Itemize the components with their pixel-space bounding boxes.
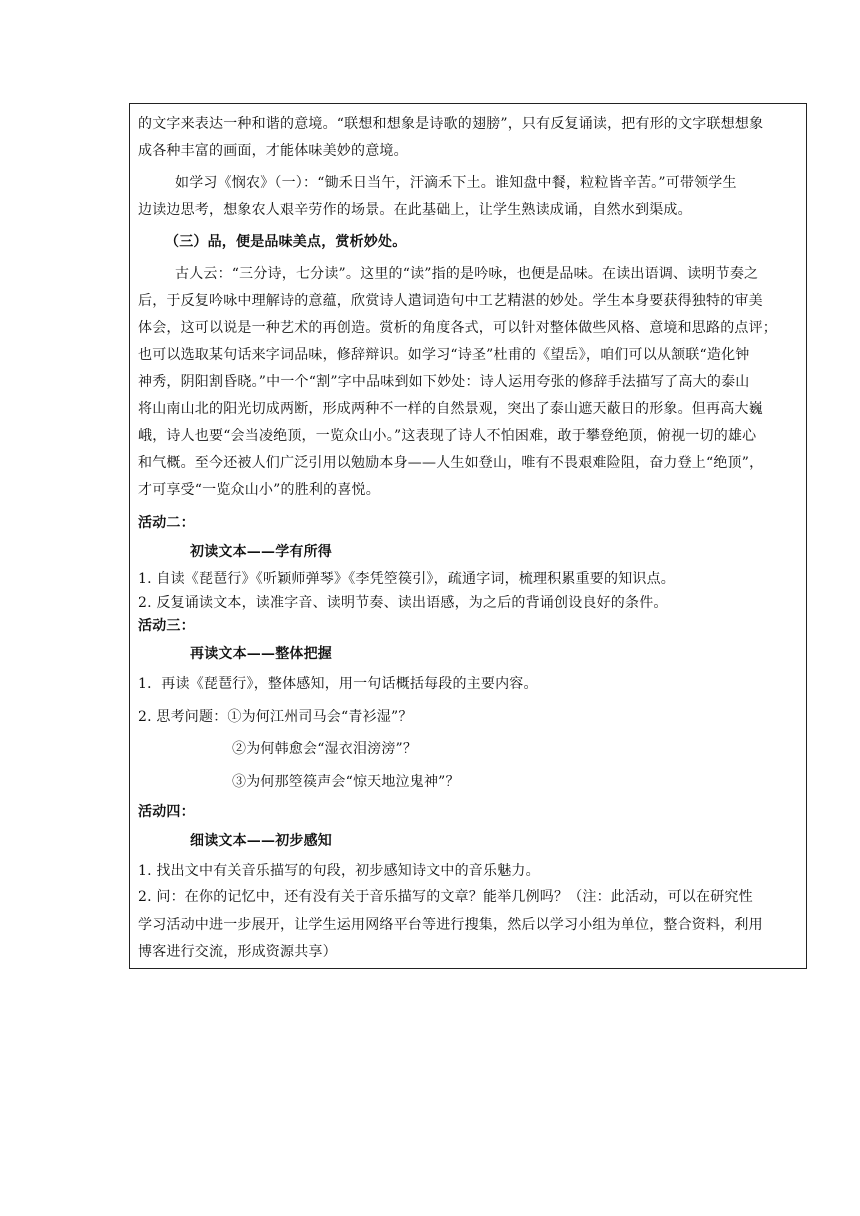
list-item: 2. 问：在你的记忆中，还有没有关于音乐描写的文章？能举几例吗？（注：此活动，可以在研究性: [138, 889, 753, 905]
list-item: 1. 自读《琵琶行》《听颖师弹琴》《李凭箜篌引》，疏通字词，梳理积累重要的知识点。: [138, 571, 676, 587]
list-item: 1. 找出文中有关音乐描写的句段，初步感知诗文中的音乐魅力。: [138, 863, 540, 879]
activity-subtitle: 初读文本——学有所得: [190, 544, 332, 560]
list-item: 2. 思考问题：①为何江州司马会“青衫湿”？: [138, 709, 413, 725]
paragraph-line: 如学习《悯农》（一）：“锄禾日当午，汗滴禾下土。谁知盘中餐，粒粒皆辛苦。”可带领学生: [175, 175, 737, 191]
paragraph-line: 学习活动中进一步展开，让学生运用网络平台等进行搜集，然后以学习小组为单位，整合资料，利用: [138, 917, 763, 933]
paragraph-line: 博客进行交流，形成资源共享）: [138, 944, 337, 960]
activity-subtitle: 再读文本——整体把握: [190, 646, 332, 662]
paragraph-line: 体会，这可以说是一种艺术的再创造。赏析的角度各式，可以针对整体做些风格、意境和思路的点评；: [138, 320, 777, 336]
list-item: 2. 反复诵读文本，读准字音、读明节奏、读出语感，为之后的背诵创设良好的条件。: [138, 595, 668, 611]
activity-heading: 活动二：: [138, 515, 195, 531]
activity-subtitle: 细读文本——初步感知: [190, 833, 332, 849]
activity-heading: 活动四：: [138, 804, 195, 820]
paragraph-line: 古人云：“三分诗，七分读”。这里的“读”指的是吟咏，也便是品味。在读出语调、读明节奏之: [175, 266, 759, 282]
list-item: 1．再读《琵琶行》，整体感知，用一句话概括每段的主要内容。: [138, 676, 538, 692]
list-item: ③为何那箜篌声会“惊天地泣鬼神”？: [232, 774, 460, 790]
paragraph-line: 才可享受“一览众山小”的胜利的喜悦。: [138, 482, 380, 498]
paragraph-line: 的文字来表达一种和谐的意境。“联想和想象是诗歌的翅膀”，只有反复诵读，把有形的文字联想想象: [138, 116, 764, 132]
section-heading: （三）品，便是品味美点，赏析妙处。: [165, 234, 407, 250]
activity-heading: 活动三：: [138, 618, 195, 634]
list-item: ②为何韩愈会“湿衣泪滂滂”？: [232, 741, 418, 757]
paragraph-line: 成各种丰富的画面，才能体味美妙的意境。: [138, 143, 408, 159]
paragraph-line: 神秀，阴阳割昏晓。”中一个“割”字中品味到如下妙处：诗人运用夸张的修辞手法描写了高大的泰山: [138, 374, 750, 390]
paragraph-line: 也可以选取某句话来字词品味，修辞辩识。如学习“诗圣”杜甫的《望岳》，咱们可以从颔联“造化钟: [138, 347, 750, 363]
paragraph-line: 后，于反复吟咏中理解诗的意蕴，欣赏诗人遣词造句中工艺精湛的妙处。学生本身要获得独特的审美: [138, 293, 763, 309]
paragraph-line: 和气概。至今还被人们广泛引用以勉励本身——人生如登山，唯有不畏艰难险阻，奋力登上“绝顶”，: [138, 455, 764, 471]
paragraph-line: 将山南山北的阳光切成两断，形成两种不一样的自然景观，突出了泰山遮天蔽日的形象。但再高大巍: [138, 401, 763, 417]
paragraph-line: 边读边思考，想象农人艰辛劳作的场景。在此基础上，让学生熟读成诵，自然水到渠成。: [138, 202, 692, 218]
paragraph-line: 峨，诗人也要“会当凌绝顶，一览众山小。”这表现了诗人不怕困难，敢于攀登绝顶，俯视一切的雄心: [138, 428, 757, 444]
